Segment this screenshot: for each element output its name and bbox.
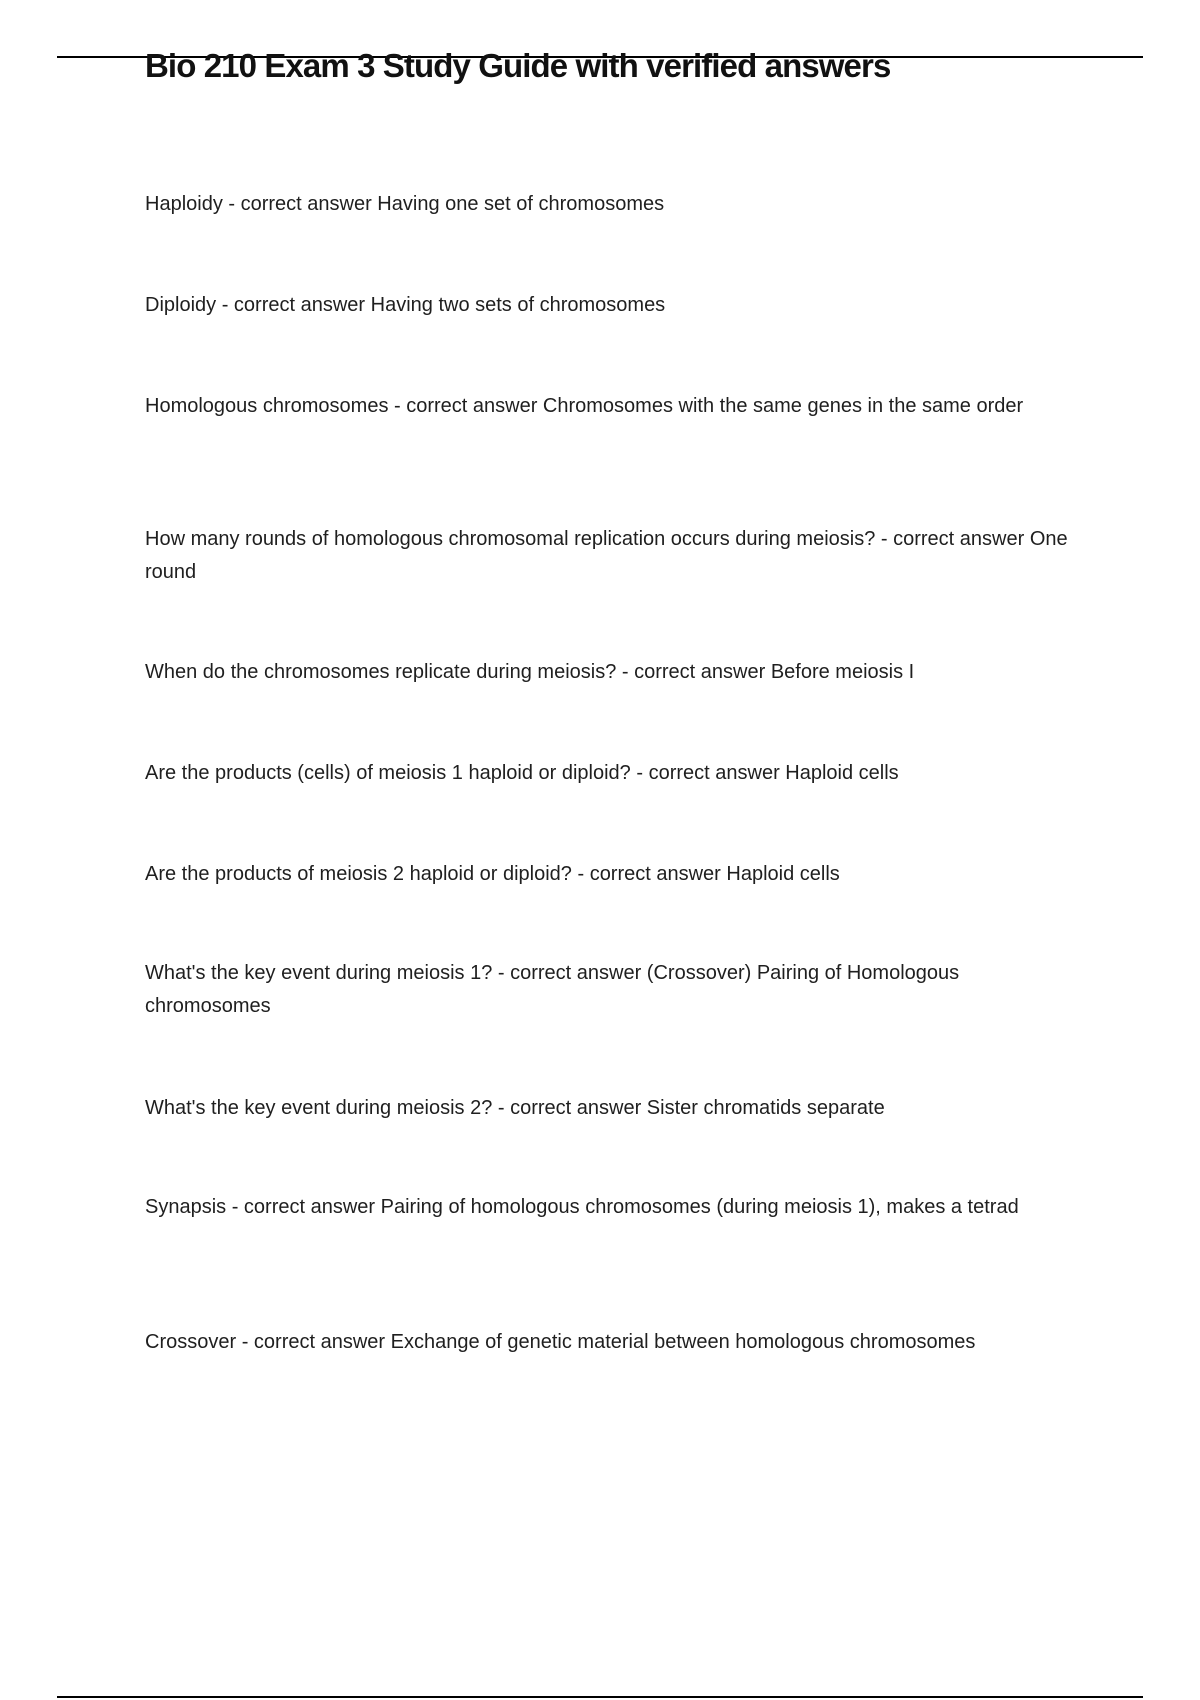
entry-crossover: Crossover - correct answer Exchange of genetic material between homologous chromosomes: [145, 1331, 976, 1353]
entry-rounds-of-replication: How many rounds of homologous chromosomal replication occurs during meiosis? - correct answer One round: [145, 528, 1068, 583]
entry-diploidy: Diploidy - correct answer Having two sets of chromosomes: [145, 294, 666, 316]
entry-key-event-meiosis-2: What's the key event during meiosis 2? - correct answer Sister chromatids separate: [145, 1097, 885, 1119]
entry-homologous-chromosomes: Homologous chromosomes - correct answer Chromosomes with the same genes in the same order: [145, 395, 1024, 417]
bottom-divider: [57, 1696, 1143, 1698]
entry-when-chromosomes-replicate: When do the chromosomes replicate during meiosis? - correct answer Before meiosis I: [145, 661, 915, 683]
entry-products-meiosis-1: Are the products (cells) of meiosis 1 haploid or diploid? - correct answer Haploid cells: [145, 762, 899, 784]
document-title: Bio 210 Exam 3 Study Guide with verified answers: [145, 47, 891, 84]
entry-key-event-meiosis-1: What's the key event during meiosis 1? - correct answer (Crossover) Pairing of Homologous chromosomes: [145, 962, 960, 1017]
entry-haploidy: Haploidy - correct answer Having one set of chromosomes: [145, 193, 665, 215]
entry-synapsis: Synapsis - correct answer Pairing of homologous chromosomes (during meiosis 1), makes a tetrad: [145, 1196, 1019, 1218]
entry-products-meiosis-2: Are the products of meiosis 2 haploid or diploid? - correct answer Haploid cells: [145, 863, 840, 885]
